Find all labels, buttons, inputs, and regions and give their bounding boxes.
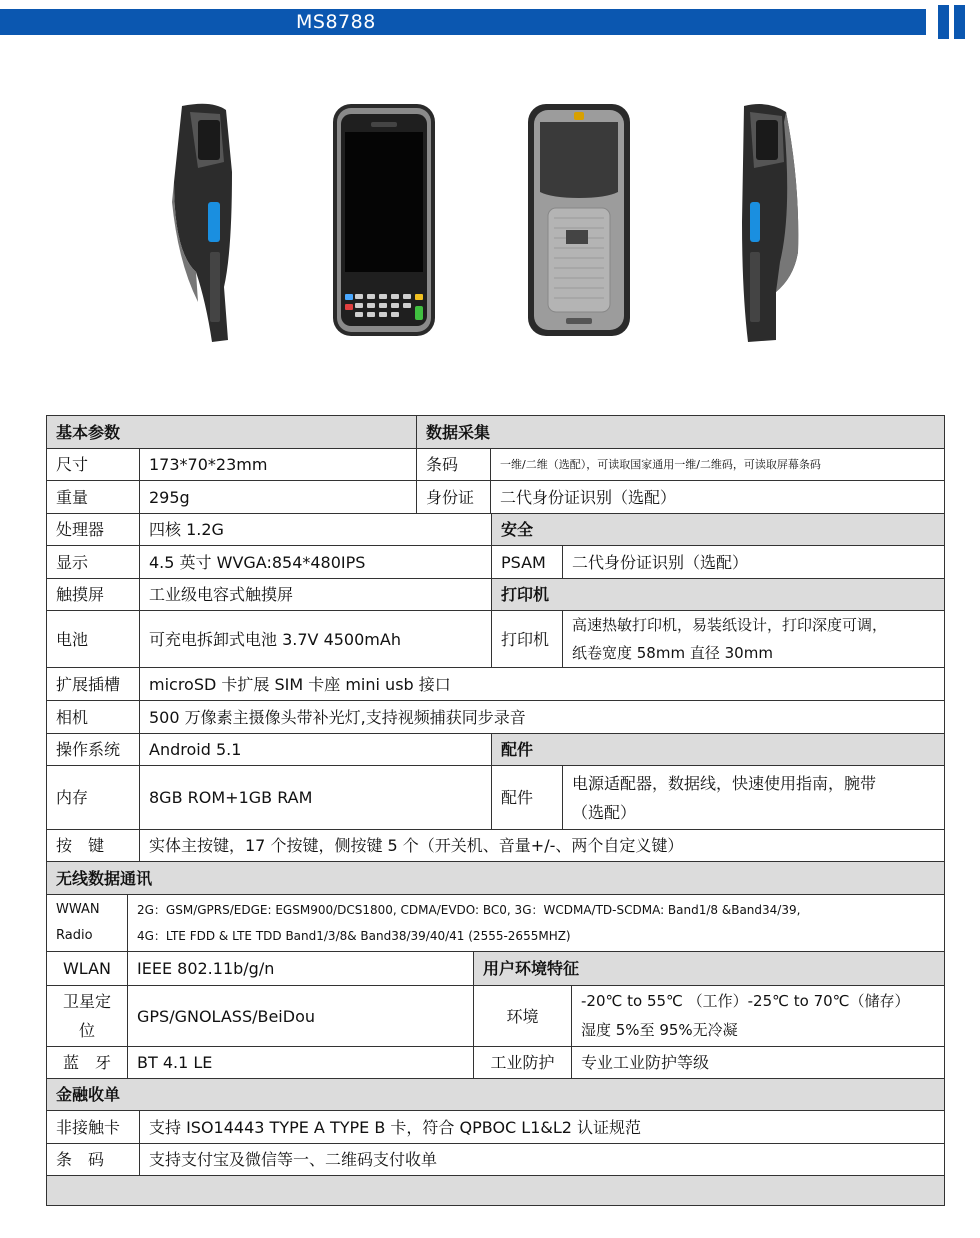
size-value: 173*70*23mm [139, 449, 416, 480]
environment-value [571, 986, 944, 1046]
section-basic-header: 基本参数 [47, 416, 416, 448]
bluetooth-label: 蓝 牙 [62, 1053, 111, 1072]
size-label: 尺寸 [56, 455, 89, 474]
pay-barcode-value: 支持支付宝及微信等一、二维码支付收单 [139, 1144, 944, 1175]
wwan-value-line2: 4G：LTE FDD & LTE TDD Band1/3/8& Band38/39/40/41 (2555-2655MHZ) [137, 929, 571, 943]
table-row [47, 514, 944, 546]
wwan-label-line2: Radio [56, 928, 93, 943]
wlan-label: WLAN [62, 959, 111, 978]
idcard-label: 身份证 [416, 481, 490, 513]
environment-value-line1: -20℃ to 55℃ （工作）-25℃ to 70℃（储存） [581, 992, 910, 1010]
table-row [47, 1047, 944, 1079]
display-label: 显示 [56, 552, 89, 572]
table-row [47, 986, 944, 1047]
nfc-label: 非接触卡 [56, 1117, 121, 1137]
wlan-value: IEEE 802.11b/g/n [127, 952, 473, 985]
battery-value: 可充电拆卸式电池 3.7V 4500mAh [139, 611, 491, 667]
section-data-header: 数据采集 [416, 416, 944, 448]
header-bar [0, 9, 926, 35]
gps-label-line1: 卫星定 [62, 992, 111, 1011]
touch-label: 触摸屏 [56, 585, 105, 604]
nfc-value: 支持 ISO14443 TYPE A TYPE B 卡，符合 QPBOC L1&L2 认证规范 [139, 1111, 944, 1143]
table-row [47, 449, 944, 481]
protection-value: 专业工业防护等级 [571, 1047, 944, 1078]
environment-label: 环境 [473, 986, 571, 1046]
barcode-label: 条码 [416, 449, 490, 480]
cpu-label: 处理器 [56, 520, 105, 539]
table-row [47, 766, 944, 830]
idcard-value: 二代身份证识别（选配） [490, 481, 944, 513]
gps-label [47, 986, 127, 1046]
os-label: 操作系统 [56, 740, 121, 759]
bluetooth-value: BT 4.1 LE [127, 1047, 473, 1078]
printer-value [562, 611, 944, 667]
table-row [47, 830, 944, 862]
wwan-label [47, 895, 127, 951]
section-environment-header: 用户环境特征 [473, 952, 944, 985]
weight-value: 295g [139, 481, 416, 513]
section-wireless-header: 无线数据通讯 [47, 862, 944, 894]
display-value: 4.5 英寸 WVGA:854*480IPS [139, 546, 491, 578]
section-finance-header: 金融收单 [47, 1079, 944, 1110]
keys-label: 按 键 [56, 836, 105, 855]
wwan-label-line1: WWAN [56, 902, 100, 917]
cpu-value: 四核 1.2G [139, 514, 491, 545]
weight-label: 重量 [56, 487, 89, 507]
protection-label: 工业防护 [473, 1047, 571, 1078]
page-title: MS8788 [296, 11, 376, 33]
table-row [47, 1111, 944, 1144]
header-tab-marker [938, 5, 949, 39]
empty-footer-row [47, 1176, 944, 1205]
accessories-label: 配件 [491, 766, 562, 829]
table-row [47, 734, 944, 766]
section-printer-header: 打印机 [491, 579, 944, 610]
spec-table [46, 415, 945, 1206]
printer-value-line1: 高速热敏打印机，易装纸设计，打印深度可调， [572, 616, 888, 634]
gps-value: GPS/GNOLASS/BeiDou [127, 986, 473, 1046]
psam-label: PSAM [491, 546, 562, 578]
table-row [47, 579, 944, 611]
table-row [47, 701, 944, 734]
section-accessories-header: 配件 [491, 734, 944, 765]
phone-back-view [526, 102, 632, 338]
table-row [47, 1176, 944, 1205]
psam-value: 二代身份证识别（选配） [562, 546, 944, 578]
barcode-value: 一维/二维（选配），可读取国家通用一维/二维码，可读取屏幕条码 [490, 449, 944, 480]
printer-label: 打印机 [491, 611, 562, 667]
phone-side-left-view [168, 102, 244, 344]
slot-value: microSD 卡扩展 SIM 卡座 mini usb 接口 [139, 668, 944, 700]
table-row [47, 668, 944, 701]
camera-value: 500 万像素主摄像头带补光灯,支持视频捕获同步录音 [139, 701, 944, 733]
table-row [47, 546, 944, 579]
battery-label: 电池 [56, 629, 89, 649]
header-tab-marker [954, 5, 965, 39]
printer-value-line2: 纸卷宽度 58mm 直径 30mm [572, 644, 773, 662]
memory-label: 内存 [56, 788, 89, 807]
table-row [47, 1144, 944, 1176]
wwan-value [127, 895, 944, 951]
table-row [47, 416, 944, 449]
table-row [47, 1079, 944, 1111]
accessories-value [562, 766, 944, 829]
pay-barcode-label: 条 码 [56, 1150, 105, 1169]
table-row [47, 895, 944, 952]
table-row [47, 862, 944, 895]
table-row [47, 481, 944, 514]
section-security-header: 安全 [491, 514, 944, 545]
accessories-value-line1: 电源适配器，数据线，快速使用指南，腕带 [572, 773, 877, 793]
phone-front-view [331, 102, 437, 338]
phone-side-right-view [736, 102, 804, 344]
os-value: Android 5.1 [139, 734, 491, 765]
camera-label: 相机 [56, 707, 89, 727]
memory-value: 8GB ROM+1GB RAM [139, 766, 491, 829]
table-row [47, 611, 944, 668]
keys-value: 实体主按键，17 个按键，侧按键 5 个（开关机、音量+/-、两个自定义键） [139, 830, 944, 861]
slot-label: 扩展插槽 [56, 674, 121, 694]
accessories-value-line2: （选配） [572, 802, 637, 822]
touch-value: 工业级电容式触摸屏 [139, 579, 491, 610]
table-row [47, 952, 944, 986]
wwan-value-line1: 2G：GSM/GPRS/EDGE: EGSM900/DCS1800, CDMA/EVDO: BC0, 3G：WCDMA/TD-SCDMA: Band1/8 &Band34/39, [137, 903, 801, 917]
environment-value-line2: 湿度 5%至 95%无冷凝 [581, 1021, 738, 1039]
gps-label-line2: 位 [78, 1021, 95, 1040]
